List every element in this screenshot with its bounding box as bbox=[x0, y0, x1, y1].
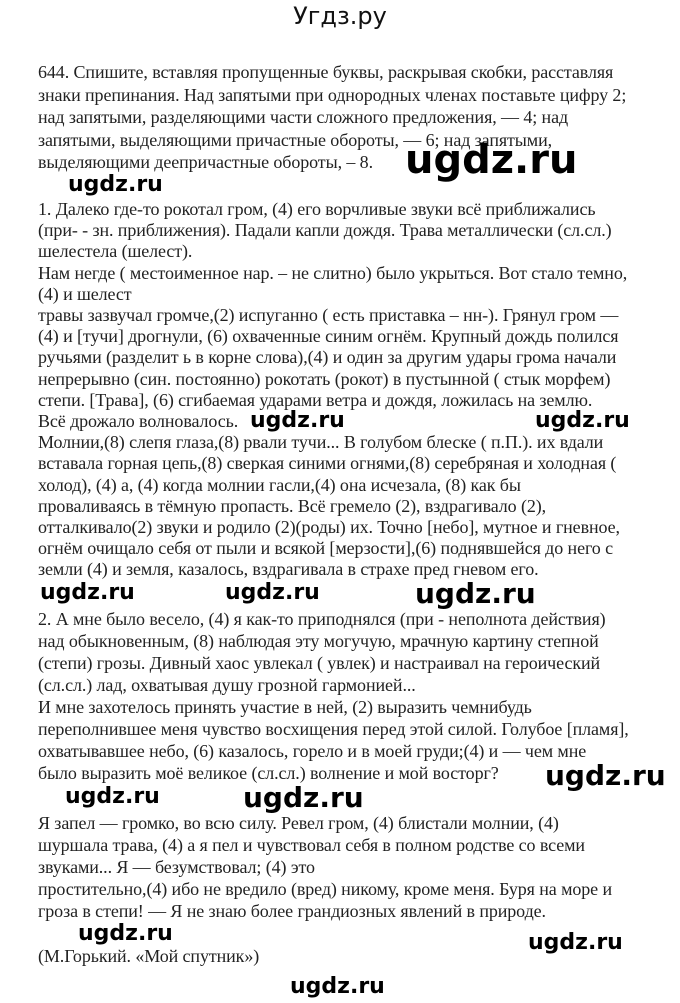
watermark: ugdz.ru bbox=[415, 577, 536, 610]
task-line: запятыми, выделяющими причастные обороты, — 6; над запятыми, bbox=[38, 129, 553, 150]
task-line: над запятыми, разделяющими части сложного предложения, — 4; над bbox=[38, 107, 569, 127]
part1-line: шелестела (шелест). bbox=[38, 241, 193, 262]
part1-line: вставала горная цепь,(8) сверкая синими огнями,(8) серебряная и холодная ( bbox=[38, 453, 617, 474]
watermark: ugdz.ru bbox=[250, 408, 345, 433]
part2-line: охватывавшее небо, (6) казалось, горело и в моей груди;(4) и — чем мне bbox=[38, 741, 587, 761]
source-citation: (М.Горький. «Мой спутник») bbox=[38, 946, 260, 966]
part1-line: Всё дрожало волновалось. bbox=[38, 411, 239, 431]
watermark: ugdz.ru bbox=[405, 137, 578, 183]
part2-line: И мне захотелось принять участие в ней, (2) выразить чемнибудь bbox=[38, 697, 532, 717]
part1-line: холод), (4) а, (4) когда молнии гасли,(4) она исчезала, (8) как бы bbox=[38, 474, 521, 495]
task-line: 644. Спишите, вставляя пропущенные буквы, раскрывая скобки, расставляя bbox=[38, 62, 614, 82]
part1-line: земли (4) и земля, казалось, вздрагивала в страхе пред гневом его. bbox=[38, 559, 539, 580]
part1-line: ручьями (разделит ь в корне слова),(4) и один за другим удары грома начали bbox=[38, 347, 617, 368]
watermark: ugdz.ru bbox=[528, 930, 623, 955]
part1-line: огнём очищало себя от пыли и всякой [мерзости],(6) поднявшейся до него с bbox=[38, 538, 613, 559]
watermark: ugdz.ru bbox=[290, 974, 385, 999]
part1-line: 1. Далеко где-то рокотал гром, (4) его ворчливые звуки всё приближались bbox=[38, 199, 596, 219]
watermark: ugdz.ru bbox=[225, 580, 320, 605]
part1-line: (4) и [тучи] дрогнули, (6) охваченные синим огнём. Крупный дождь полился bbox=[38, 326, 619, 347]
part2-line: 2. А мне было весело, (4) я как-то приподнялся (при - неполнота действия) bbox=[38, 609, 606, 629]
part1-line: отталкивало(2) звуки и родило (2)(роды) их. Точно [небо], мутное и гневное, bbox=[38, 517, 620, 537]
watermark: ugdz.ru bbox=[545, 759, 666, 792]
task-line: выделяющими деепричастные обороты, – 8. bbox=[38, 152, 373, 172]
part1-line: степи. [Трава], (6) сгибаемая ударами ветра и дождя, ложилась на землю. bbox=[38, 389, 593, 410]
part3-line: простительно,(4) ибо не вредило (вред) никому, кроме меня. Буря на море и bbox=[38, 879, 612, 899]
part3-line: шуршала трава, (4) а я пел и чувствовал себя в полном родстве со всеми bbox=[38, 835, 585, 855]
part1-line: (4) и шелест bbox=[38, 283, 132, 304]
watermark: ugdz.ru bbox=[535, 408, 630, 433]
part2-line: (степи) грозы. Дивный хаос увлекал ( увлек) и настраивал на героический bbox=[38, 653, 601, 673]
part2-line: (сл.сл.) лад, охватывая душу грозной гармонией... bbox=[38, 675, 416, 695]
part2-line: над обыкновенным, (8) наблюдая эту могучую, мрачную картину степной bbox=[38, 631, 599, 651]
watermark: ugdz.ru bbox=[78, 921, 173, 946]
watermark: ugdz.ru bbox=[68, 172, 163, 197]
part1-line: (при- - зн. приближения). Падали капли дождя. Трава металлически (сл.сл.) bbox=[38, 220, 612, 241]
part1-line: Молнии,(8) слепя глаза,(8) рвали тучи... В голубом блеске ( п.П.). их вдали bbox=[38, 432, 604, 453]
site-header-title: Угдз.ру bbox=[293, 2, 387, 30]
part3-line: Я запел — громко, во всю силу. Ревел гром, (4) блистали молнии, (4) bbox=[38, 813, 559, 833]
watermark: ugdz.ru bbox=[243, 781, 364, 814]
task-line: знаки препинания. Над запятыми при однородных членах поставьте цифру 2; bbox=[38, 84, 627, 105]
part2-line: переполнившее меня чувство восхищения перед этой силой. Голубое [пламя], bbox=[38, 719, 629, 739]
part3-line: звуками... Я — безумствовал; (4) это bbox=[38, 857, 315, 877]
watermark: ugdz.ru bbox=[65, 784, 160, 809]
part1-line: непрерывно (син. постоянно) рокотать (рокот) в пустынной ( стык морфем) bbox=[38, 368, 611, 389]
part3-line: гроза в степи! — Я не знаю более грандиозных явлений в природе. bbox=[38, 901, 546, 921]
part2-line: было выразить моё великое (сл.сл.) волнение и мой восторг? bbox=[38, 763, 499, 783]
part1-line: травы зазвучал громче,(2) испуганно ( есть приставка – нн-). Грянул гром — bbox=[38, 305, 619, 325]
part1-line: проваливаясь в тёмную пропасть. Всё гремело (2), вздрагивало (2), bbox=[38, 495, 547, 516]
watermark: ugdz.ru bbox=[40, 580, 135, 605]
part1-line: Нам негде ( местоименное нар. – не слитно) было укрыться. Вот стало темно, bbox=[38, 262, 628, 283]
